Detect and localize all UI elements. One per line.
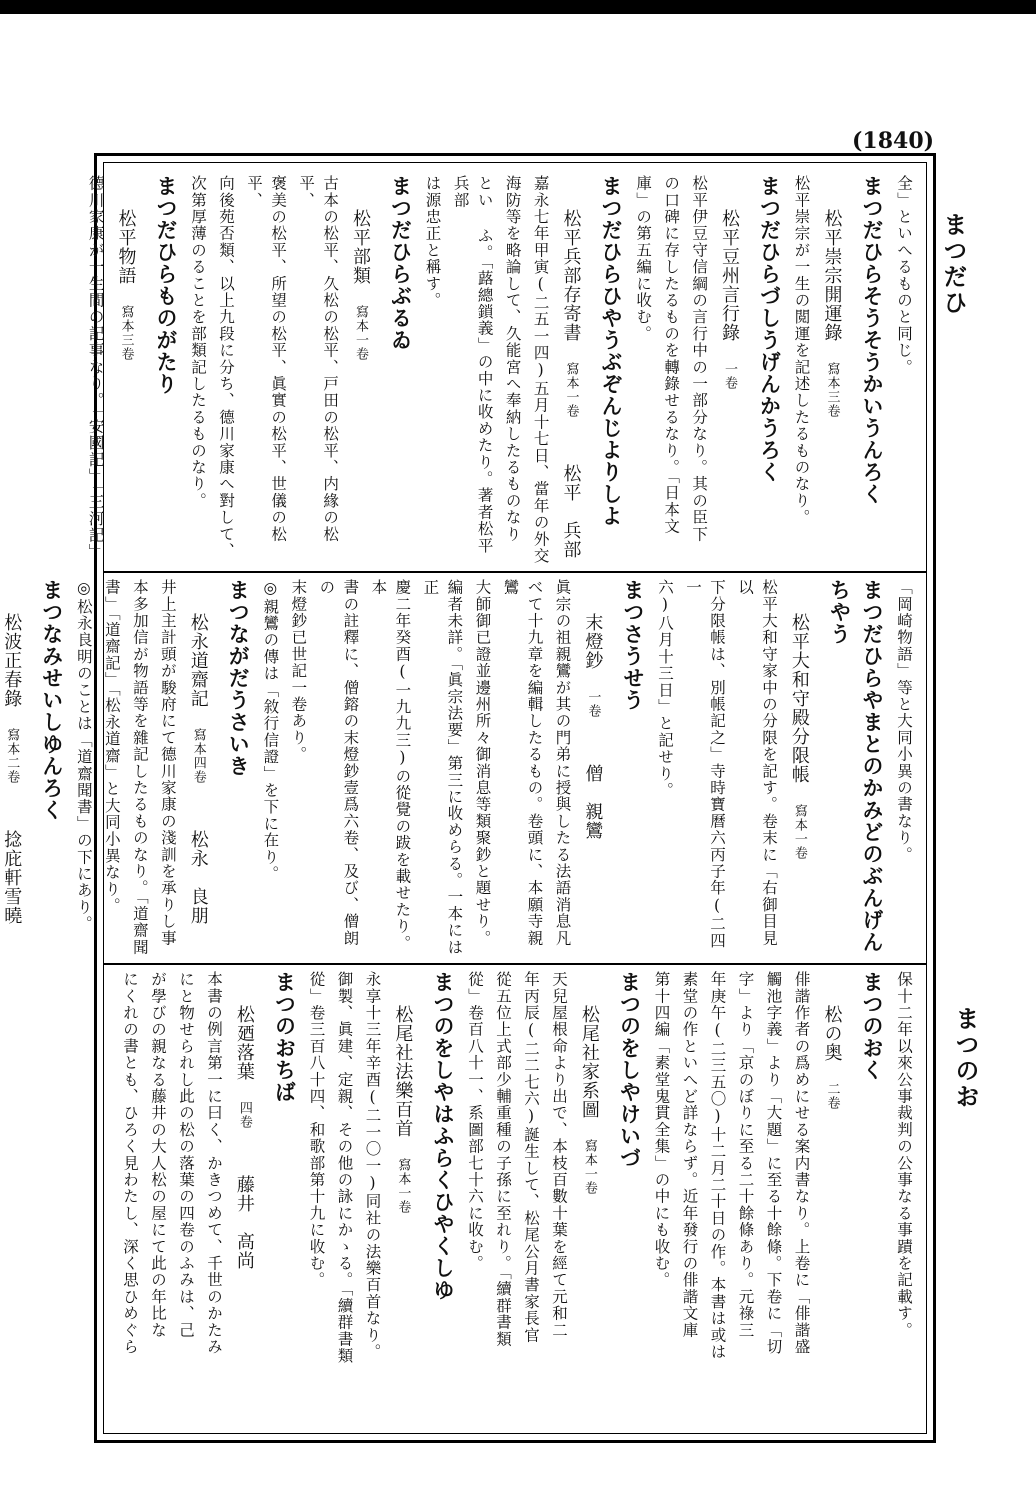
entry-reading-heading: まつのをしやはふらくひやくしゆ	[430, 971, 456, 1301]
entry-band-bottom	[114, 971, 916, 1431]
entry-volumes: 寫本一卷	[581, 1139, 597, 1195]
entry-description-line: 字」より「京のぼりに至る二十餘條あり。元祿三	[736, 971, 755, 1339]
entry-reading-heading: まつのおく	[859, 971, 885, 1081]
entry-volumes: 四卷	[236, 1101, 252, 1129]
entry-title-line	[818, 209, 846, 565]
entry-description-line: 松平大和守家中の分限を記す。卷末に「右御目見以	[735, 579, 778, 947]
entry-volumes: 寫本二卷	[4, 728, 20, 784]
entry-volumes: 寫本一卷	[395, 1158, 411, 1214]
entry-volumes: 寫本四卷	[190, 728, 206, 784]
entry-reading-heading: まつのをしやけいづ	[617, 971, 643, 1169]
entry-title-line	[578, 613, 606, 957]
entry-description-line: 德川家康が一生間の記事なり。「安國記」「三河記」	[86, 175, 105, 561]
entry-title: 松平豆州言行錄	[718, 209, 740, 342]
entry-description-line: 永享十三年辛酉(二一〇一)同社の法樂百首なり。	[363, 971, 382, 1361]
page-frame	[1, 153, 936, 1443]
entry-description-line: 從五位上式部少輔重種の子孫に至れり。「續群書類	[493, 971, 512, 1348]
entry-description-line: 第十四編「素堂鬼貫全集」の中にも收む。	[652, 971, 671, 1289]
entry-description-line: 褒美の松平、所望の松平、眞實の松平、世儀の松平、	[245, 175, 288, 543]
entry-band-top	[86, 175, 916, 565]
entry-description-line: 編者未詳。「眞宗法要」第三に收めらる。一本には正	[421, 579, 464, 956]
entry-reading-heading: まつのおちば	[272, 971, 298, 1103]
entry-reading-heading: まつなみせいしゆんろく	[39, 579, 65, 821]
entry-description-line: 書の註釋に、僧鎔の末燈鈔壹爲六卷、及び、僧朗の	[317, 579, 360, 947]
entry-description-line: 末燈鈔已世記一卷あり。	[289, 579, 308, 763]
entry-author: 僧 親鸞	[582, 764, 604, 840]
entry-description-line: 井上主計頭が駿府にて德川家康の淺訓を承りし事	[158, 579, 177, 947]
entry-reading-heading: まつだひらひやうぶぞんじよりしよ	[599, 175, 625, 527]
entry-description-line: 慶二年癸酉(一九九三)の從覺の跋を載せたり。本	[369, 579, 412, 952]
entry-description-line: 本多加信が物語等を雜記したるものなり。「道齋聞	[130, 579, 149, 956]
entry-reading-heading: まつだひらやまとのかみどのぶんげんちやう	[827, 579, 885, 953]
entry-description-line: の口碑に存したるものを轉錄せるなり。「日本文	[662, 175, 681, 535]
band-divider	[104, 963, 926, 965]
entry-title: 松平崇宗開運錄	[821, 209, 843, 342]
entry-volumes: 寫本三卷	[118, 305, 134, 361]
index-head-top: まつだひ	[939, 212, 968, 316]
entry-description-line: 從」卷百八十一、系圖部七十六に收む。	[465, 971, 484, 1272]
entry-description-line: 次第厚薄のることを部類記したるものなり。	[189, 175, 208, 509]
index-head-bottom: まつのお	[951, 1006, 980, 1110]
entry-reading-heading: まつながだうさいき	[226, 579, 252, 777]
entry-description-line: ◎親鸞の傳は「敘行信證」を下に在り。	[261, 579, 280, 883]
entry-description-line: 松平崇宗が一生の閲運を記述したるものなり。	[792, 175, 811, 526]
entry-title: 松平部類	[349, 209, 371, 285]
entry-description-line: 向後苑否類、以上九段に分ち、德川家康へ對して、	[217, 175, 236, 560]
entry-volumes: 一卷	[585, 690, 601, 718]
entry-volumes: 寫本一卷	[563, 362, 579, 418]
entry-description-line: 下分限帳は、別帳記之」寺時寶曆六丙子年(二四一	[683, 579, 726, 949]
entry-title-line	[785, 613, 813, 957]
entry-volumes: 寫本一卷	[352, 305, 368, 361]
entry-title: 松の奥	[821, 1005, 843, 1062]
entry-description-line: 俳諧作者の爲めにせる案内書なり。上卷に「俳諧盛	[792, 971, 811, 1356]
entry-title: 松平兵部存寄書	[560, 209, 582, 342]
entry-description-line: にくれの書とも、ひろく見わたし、深く思ひめぐら	[120, 971, 139, 1356]
entry-description-line: は源忠正と稱す。	[423, 175, 442, 309]
entry-title-line	[818, 1005, 846, 1431]
entry-title: 松平大和守殿分限帳	[788, 613, 810, 784]
entry-title: 松尾社法樂百首	[392, 1005, 414, 1138]
entry-description-line: 御製、眞建、定親、その他の詠にかゝる。「續群書類	[335, 971, 354, 1365]
entry-description-line: 觸池字義」より「大題」に至る十餘條。下卷に「切	[764, 971, 783, 1356]
entry-description-line: 「岡崎物語」等と大同小異の書なり。	[895, 579, 913, 863]
entry-title-line	[112, 209, 140, 565]
entry-title: 松尾社家系圖	[578, 1005, 600, 1119]
entry-description-line: 年庚午(二三五〇)十二月二十日の作。本書は或は	[708, 971, 727, 1361]
entry-description-line: 天兒屋根命より出で、本枝百數十葉を經て元和二	[550, 971, 569, 1339]
entry-description-line: にと物せられし此の松の落葉の四卷のふみは、己	[177, 971, 196, 1339]
entry-author: 松永 良朋	[187, 830, 209, 925]
entry-description-line: とい ふ。「蕗總鎖義」の中に收めたり。著者松平兵部	[451, 175, 494, 554]
entry-title-line	[389, 1005, 417, 1431]
entry-title: 松永道齋記	[187, 613, 209, 708]
entry-reading-heading: まつだひらものがたり	[154, 175, 179, 395]
entry-volumes: 一卷	[721, 362, 737, 390]
entry-title-line	[230, 1005, 258, 1431]
entry-volumes: 二卷	[824, 1082, 840, 1110]
entry-author: 松平 兵部	[560, 464, 582, 559]
entry-title-line	[557, 209, 585, 565]
entry-description-line: 保十二年以來公事裁判の公事なる事蹟を記載す。	[895, 971, 913, 1339]
entry-title-line	[715, 209, 743, 565]
entry-description-line: 全」といへるものと同じ。	[895, 175, 913, 376]
entry-description-line: 眞宗の祖親鸞が其の門弟に授與したる法語消息凡	[553, 579, 572, 947]
entry-description-line: 松平伊豆守信綱の言行中の一部分なり。其の臣下	[690, 175, 709, 543]
entry-description-line: 六)八月十三日」と記せり。	[655, 579, 674, 799]
entry-band-middle	[1, 579, 916, 957]
entry-volumes: 寫本一卷	[791, 804, 807, 860]
entry-description-line: 大師御已證並邊州所々御消息等類聚鈔と題せり。	[473, 579, 492, 947]
entry-title: 松廼落葉	[233, 1005, 255, 1081]
entry-reading-heading: まつさうせう	[620, 579, 646, 711]
entry-title: 末燈鈔	[582, 613, 604, 670]
band-divider	[104, 571, 926, 573]
entry-description-line: 海防等を略論して、久能宮へ奉納したるものなり	[503, 175, 522, 543]
entry-description-line: 古本の松平、久松の松平、戸田の松平、内緣の松平、	[297, 175, 340, 543]
top-border-bar	[0, 0, 1036, 14]
entry-reading-heading: まつだひらぶるゐ	[388, 175, 414, 351]
entry-reading-heading: まつだひらづしうげんかうろく	[757, 175, 783, 483]
page-number: (1840)	[852, 128, 935, 154]
entry-reading-heading: まつだひらそうそうかいうんろく	[859, 175, 885, 505]
entry-description-line: べて十九章を編輯したるもの。卷頭に、本願寺親鸞	[501, 579, 544, 947]
entry-title-line	[0, 613, 25, 957]
entry-description-line: 年丙辰(二二七六)誕生して、松尾公月書家長官	[522, 971, 540, 1344]
entry-title-line	[184, 613, 212, 957]
entry-title: 松波正春錄	[1, 613, 23, 708]
entry-description-line: ◎松永良明のことは「道齋聞書」の下にあり。	[74, 579, 93, 933]
entry-description-line: 庫」の第五編に收む。	[634, 175, 653, 342]
entry-author: 藤井 高尚	[233, 1175, 255, 1270]
entry-description-line: 嘉永七年甲寅(二五一四)五月十七日、當年の外交	[531, 175, 550, 565]
entry-description-line: 書」「道齋記」「松永道齋」と大同小異なり。	[102, 579, 121, 915]
entry-description-line: 從」卷三百八十四、和歌部第十九に收む。	[307, 971, 326, 1289]
entry-description-line: が學びの親なる藤井の大人松の屋にて此の年比な	[149, 971, 167, 1339]
entry-description-line: 素堂の作といへど詳ならず。近年發行の俳諧文庫	[680, 971, 699, 1339]
entry-volumes: 寫本三卷	[824, 362, 840, 418]
page-frame-inner	[1, 162, 927, 1434]
entry-title-line	[346, 209, 374, 565]
entry-title-line	[575, 1005, 603, 1431]
entry-description-line: 本書の例言第一に曰く、かきつめて、千世のかたみ	[205, 971, 224, 1356]
entry-author: 捻庇軒雪曉	[1, 830, 23, 925]
entry-title: 松平物語	[115, 209, 137, 285]
